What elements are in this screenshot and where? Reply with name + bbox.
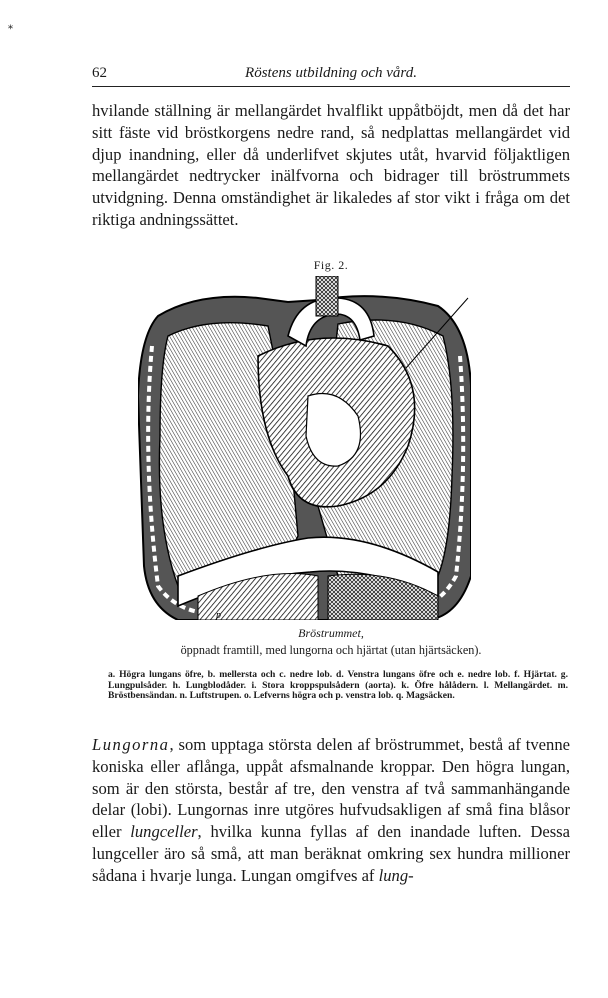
- figure-caption-subtitle: öppnadt framtill, med lungorna och hjärtat (utan hjärtsäcken).: [180, 643, 482, 657]
- paragraph2-part1: , som upptaga största delen af bröstrummet, bestå af tvenne koniska eller aflånga, uppåt afsmalnande kroppar. Den högra lungan, som är den största, består af tre, den venstra af två sammanhängande delar (lobi). Lungornas inre utgöres hufvudsakligen af små fina blåsor eller: [92, 735, 570, 842]
- body-paragraph-1: hvilande ställning är mellangärdet hvalflikt uppåtböjdt, men då det har sitt fäste vid bröstkorgens nedre rand, så nedplattas mellangärdet vid djup inandning, eller då underlifvet skjutes utåt, hvarvid följaktligen mellangärdet nedtrycker inälfvorna och bidrager till bröstrummets utvidgning. Denna omständighet är likaledes af stor vikt i fråga om det riktiga andningssättet.: [92, 101, 570, 229]
- trachea: [316, 276, 338, 316]
- figure-legend: a. Högra lungans öfre, b. mellersta och c. nedre lob. d. Venstra lungans öfre och e. nedre lob. f. Hjärtat. g. Lungpulsåder. h. Lungblodåder. i. Stora kroppspulsådern (aorta). k. Öfre hålådern. l. Mellangärdet. m. Bröstbensändan. n. Luftstrupen. o. Lefverns högra och p. venstra lob. q. Magsäcken.: [108, 669, 568, 702]
- body-paragraph-2: [92, 734, 570, 887]
- term-lung: lung-: [378, 865, 414, 885]
- margin-mark: *: [8, 24, 13, 35]
- page-header: [92, 64, 570, 87]
- page-number: 62: [92, 65, 107, 81]
- term-lungorna: Lungorna: [92, 735, 170, 754]
- running-title: Röstens utbildning och vård.: [245, 65, 417, 81]
- term-lungceller: lungceller: [130, 822, 198, 842]
- figure-caption-title: Bröstrummet,: [298, 626, 364, 640]
- figure-label: Fig. 2.: [313, 258, 349, 272]
- figure-letter-p: p: [216, 610, 221, 620]
- thorax-illustration: [138, 276, 471, 620]
- paragraph2-part2: , hvilka kunna fyllas af den inandade luften. Dessa lungceller äro så små, att man beräknat omkring sex hundra millioner sådana i hvarje lunga. Lungan omgifves af: [92, 822, 570, 885]
